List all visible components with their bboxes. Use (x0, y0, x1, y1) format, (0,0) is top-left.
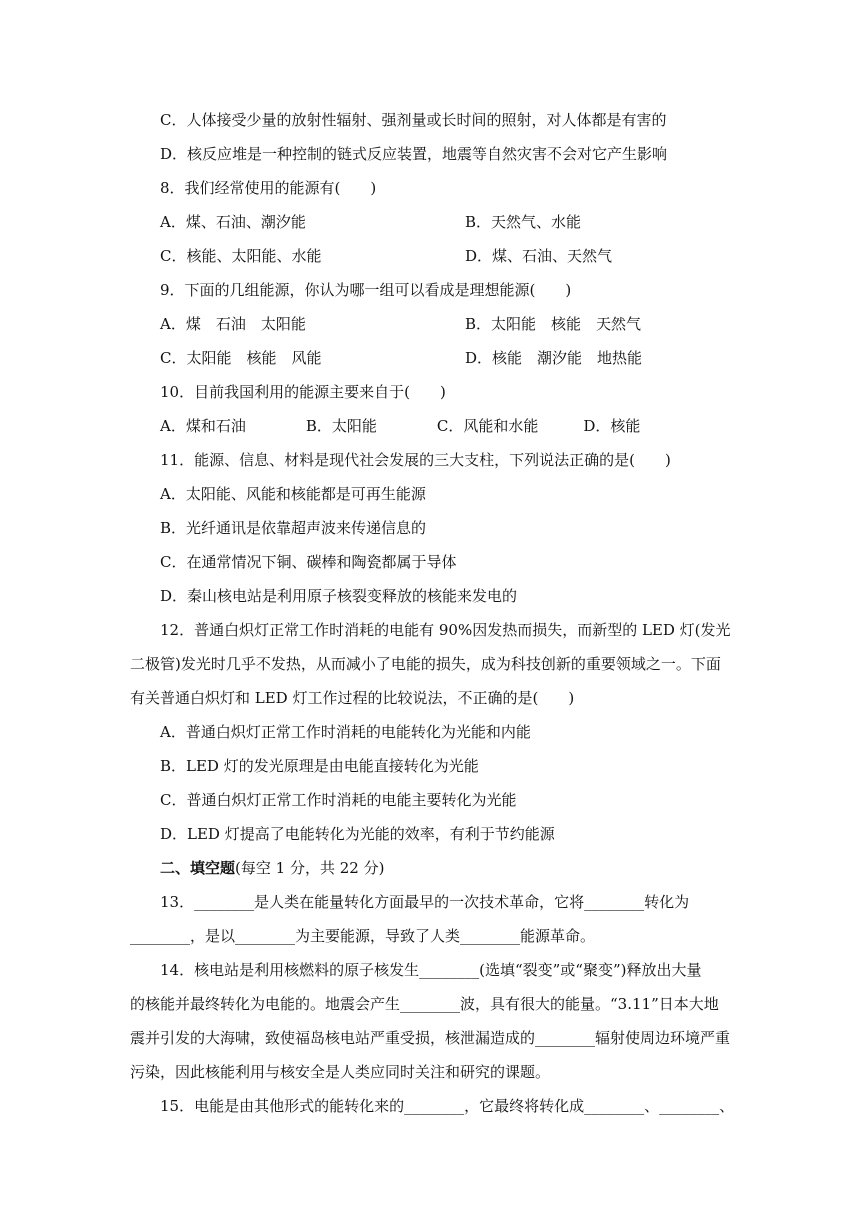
option-11c: C．在通常情况下铜、碳棒和陶瓷都属于导体 (160, 553, 457, 571)
question-13-line2: ________，是以________为主要能源，导致了人类________能源革命。 (130, 927, 596, 945)
option-8a: A．煤、石油、潮汐能 (160, 213, 306, 231)
option-12b: B．LED 灯的发光原理是由电能直接转化为光能 (160, 757, 479, 775)
question-13-line1: 13．________是人类在能量转化方面最早的一次技术革命，它将________转化为 (160, 893, 690, 911)
question-14-line2: 的核能并最终转化为电能的。地震会产生________波，具有很大的能量。“3.11”日本大地 (130, 995, 719, 1013)
section-2-title: 二、填空题 (160, 859, 236, 877)
option-8d: D．煤、石油、天然气 (465, 247, 613, 265)
option-12d: D．LED 灯提高了电能转化为光能的效率，有利于节约能源 (160, 825, 555, 843)
question-10: 10．目前我国利用的能源主要来自于( ) (160, 383, 446, 401)
option-7d: D．核反应堆是一种控制的链式反应装置，地震等自然灾害不会对它产生影响 (160, 145, 668, 163)
option-9c: C．太阳能 核能 风能 (160, 349, 322, 367)
question-15-line1: 15．电能是由其他形式的能转化来的________，它最终将转化成________、________、 (160, 1097, 735, 1115)
option-11d: D．秦山核电站是利用原子核裂变释放的核能来发电的 (160, 587, 518, 605)
question-12-line1: 12．普通白炽灯正常工作时消耗的电能有 90%因发热而损失，而新型的 LED 灯(发光 (160, 621, 731, 639)
question-8: 8．我们经常使用的能源有( ) (160, 179, 377, 197)
option-9a: A．煤 石油 太阳能 (160, 315, 306, 333)
question-11: 11．能源、信息、材料是现代社会发展的三大支柱，下列说法正确的是( ) (160, 451, 671, 469)
option-8c: C．核能、太阳能、水能 (160, 247, 322, 265)
question-14-line4: 污染，因此核能利用与核安全是人类应同时关注和研究的课题。 (130, 1063, 551, 1081)
option-9d: D．核能 潮汐能 地热能 (465, 349, 643, 367)
question-12-line2: 二极管)发光时几乎不发热，从而减小了电能的损失，成为科技创新的重要领域之一。下面 (130, 655, 721, 673)
section-2-note: (每空 1 分，共 22 分) (235, 859, 385, 877)
option-11b: B．光纤通讯是依靠超声波来传递信息的 (160, 519, 427, 537)
options-10: A．煤和石油 B．太阳能 C．风能和水能 D．核能 (160, 417, 641, 435)
question-9: 9．下面的几组能源，你认为哪一组可以看成是理想能源( ) (160, 281, 572, 299)
question-12-line3: 有关普通白炽灯和 LED 灯工作过程的比较说法，不正确的是( ) (130, 689, 575, 707)
option-8b: B．天然气、水能 (465, 213, 582, 231)
option-7c: C．人体接受少量的放射性辐射、强剂量或长时间的照射，对人体都是有害的 (160, 111, 667, 129)
question-14-line1: 14．核电站是利用核燃料的原子核发生________(选填“裂变”或“聚变”)释放出大量 (160, 961, 702, 979)
option-12c: C．普通白炽灯正常工作时消耗的电能主要转化为光能 (160, 791, 517, 809)
option-9b: B．太阳能 核能 天然气 (465, 315, 642, 333)
option-12a: A．普通白炽灯正常工作时消耗的电能转化为光能和内能 (160, 723, 531, 741)
section-2-heading (160, 858, 384, 878)
question-14-line3: 震并引发的大海啸，致使福岛核电站严重受损，核泄漏造成的________辐射使周边环境严重 (130, 1029, 731, 1047)
option-11a: A．太阳能、风能和核能都是可再生能源 (160, 485, 426, 503)
